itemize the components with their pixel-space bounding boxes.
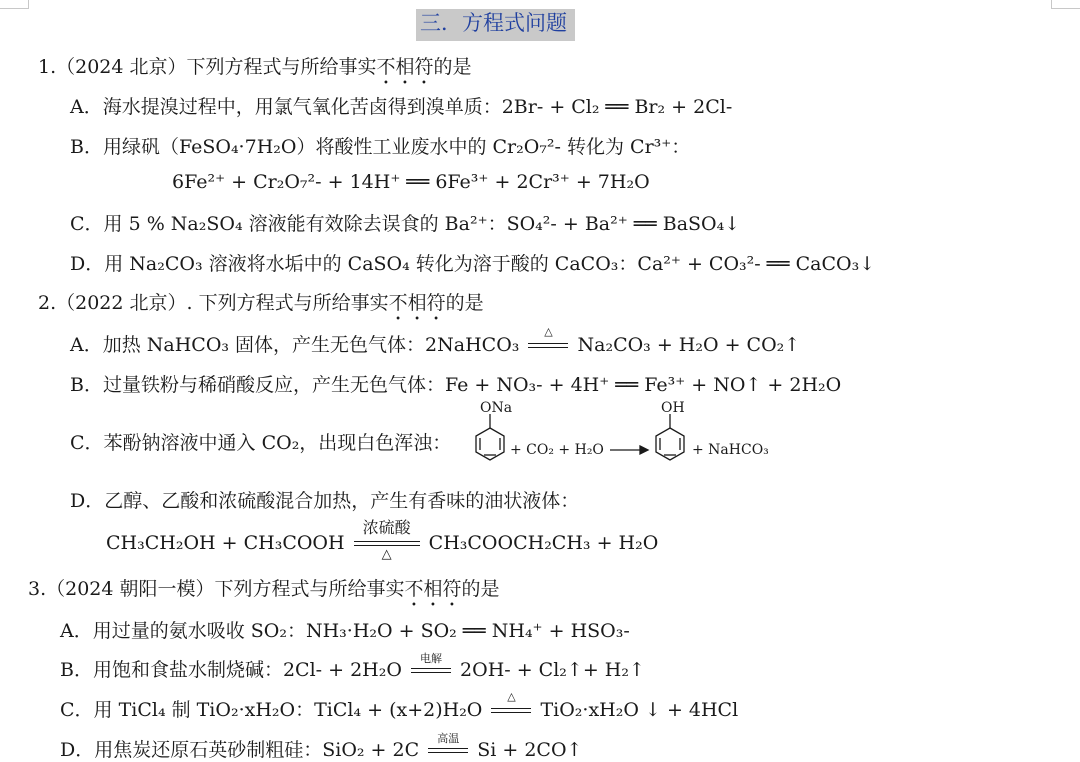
q2-emphasis: 不相符 xyxy=(388,292,446,314)
q1-option-b-equation: 6Fe²⁺ + Cr₂O₇²- + 14H⁺ ══ 6Fe³⁺ + 2Cr³⁺ + 7H₂O xyxy=(172,171,650,193)
page-corner-mark-right xyxy=(1051,0,1080,9)
ona-label: ONa xyxy=(480,400,513,416)
phenol-reaction-figure xyxy=(470,400,790,474)
page-corner-mark-left xyxy=(0,0,29,9)
q3-option-c: C．用 TiCl₄ 制 TiO₂·xH₂O：TiCl₄ + (x+2)H₂O △ TiO₂·xH₂O ↓ + 4HCl xyxy=(60,690,739,721)
equilibrium-sign: △ xyxy=(528,339,568,353)
q2-option-d: D．乙醇、乙酸和浓硫酸混合加热，产生有香味的油状液体： xyxy=(70,490,580,512)
heating-sign: △ xyxy=(491,704,531,718)
q3-option-d: D．用焦炭还原石英砂制粗硅：SiO₂ + 2C 高温 Si + 2CO↑ xyxy=(60,732,583,761)
q1-emphasis: 不相符 xyxy=(376,56,434,78)
q1-option-d: D．用 Na₂CO₃ 溶液将水垢中的 CaSO₄ 转化为溶于酸的 CaCO₃：Ca²⁺ + CO₃²- ══ CaCO₃↓ xyxy=(70,253,876,275)
nahco3-label: + NaHCO₃ xyxy=(692,442,769,458)
q1-option-b: B．用绿矾（FeSO₄·7H₂O）将酸性工业废水中的 Cr₂O₇²- 转化为 Cr³⁺： xyxy=(70,136,691,158)
reversible-sign: 浓硫酸 △ xyxy=(354,537,420,551)
q1-stem: 1.（2024 北京）下列方程式与所给事实不相符的是 xyxy=(38,56,472,78)
q2-option-a: A．加热 NaHCO₃ 固体，产生无色气体：2NaHCO₃ △ Na₂CO₃ + H₂O + CO₂↑ xyxy=(70,325,801,356)
q1-option-a: A．海水提溴过程中，用氯气氧化苦卤得到溴单质：2Br- + Cl₂ ══ Br₂ + 2Cl- xyxy=(70,96,733,118)
oh-label: OH xyxy=(661,400,685,416)
q3-emphasis: 不相符 xyxy=(404,578,462,600)
q2-stem: 2.（2022 北京）. 下列方程式与所给事实不相符的是 xyxy=(38,292,484,314)
electrolysis-sign: 电解 xyxy=(411,664,451,678)
q2-option-d-equation: CH₃CH₂OH + CH₃COOH 浓硫酸 △ CH₃COOCH₂CH₃ + H₂O xyxy=(106,518,659,562)
co2-h2o-label: + CO₂ + H₂O xyxy=(510,442,604,458)
q2-option-b: B．过量铁粉与稀硝酸反应，产生无色气体：Fe + NO₃- + 4H⁺ ══ Fe³⁺ + NO↑ + 2H₂O xyxy=(70,374,842,396)
q3-stem: 3.（2024 朝阳一模）下列方程式与所给事实不相符的是 xyxy=(28,578,500,600)
q2-option-c: C．苯酚钠溶液中通入 CO₂，出现白色浑浊： xyxy=(70,432,452,454)
q1-option-c: C．用 5 % Na₂SO₄ 溶液能有效除去误食的 Ba²⁺：SO₄²- + Ba²⁺ ══ BaSO₄↓ xyxy=(70,213,741,235)
high-temperature-sign: 高温 xyxy=(428,744,468,758)
q3-option-a: A．用过量的氨水吸收 SO₂：NH₃·H₂O + SO₂ ══ NH₄⁺ + HSO₃- xyxy=(60,620,630,642)
benzene-ring-structures xyxy=(470,404,790,474)
section-title: 三．方程式问题 xyxy=(416,6,575,48)
q3-option-b: B．用饱和食盐水制烧碱：2Cl- + 2H₂O 电解 2OH- + Cl₂↑+ H₂↑ xyxy=(60,652,645,681)
